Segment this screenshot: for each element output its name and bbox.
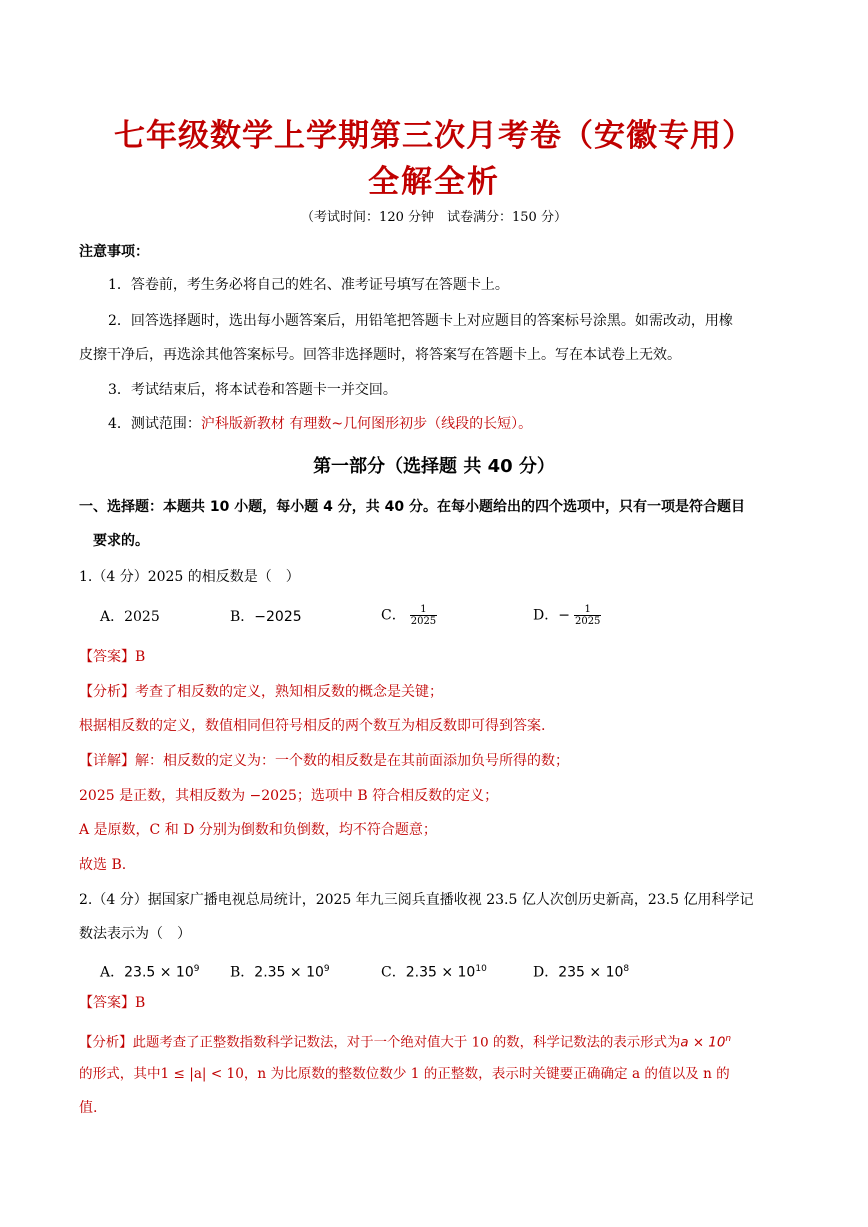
page-subtitle: 全解全析 <box>368 164 500 200</box>
q1-option-a: A．2025 <box>100 609 160 625</box>
q1-detail <box>79 750 569 772</box>
q2-option-d <box>533 958 629 984</box>
q2-option-d-base: 235 × 10 <box>558 964 624 981</box>
q1-option-c-fraction <box>410 604 437 627</box>
q2-option-c-label: C． <box>381 964 406 981</box>
notes-item-4-scope: 沪科版新教材 有理数~几何图形初步（线段的长短）。 <box>200 416 533 432</box>
q1-analysis <box>79 681 443 703</box>
q1-answer: 【答案】B <box>79 649 146 665</box>
q2-option-a-base: 23.5 × 10 <box>124 964 194 981</box>
q2-option-c-base: 2.35 × 10 <box>405 964 476 981</box>
q2-option-d-exponent: 8 <box>623 964 630 974</box>
q2-option-b-exponent: 9 <box>323 964 330 974</box>
question-1-stem: 1.（4 分）2025 的相反数是（ ） <box>79 569 300 585</box>
fraction-denominator: 2025 <box>410 616 437 627</box>
q2-analysis-line3: 值. <box>79 1100 98 1116</box>
q1-detail-line2: 2025 是正数，其相反数为 −2025；选项中 B 符合相反数的定义； <box>79 788 499 804</box>
q2-option-d-label: D． <box>533 964 559 981</box>
fraction-numerator: 1 <box>574 604 601 616</box>
q1-analysis-line2: 根据相反数的定义，数值相同但符号相反的两个数互为相反数即可得到答案. <box>79 718 546 734</box>
exam-info: （考试时间：120 分钟 试卷满分：150 分） <box>301 210 567 225</box>
q1-option-c-label: C． <box>381 607 406 624</box>
section-instruction-line2: 要求的。 <box>93 533 149 549</box>
question-2-stem-line2: 数法表示为（ ） <box>79 926 191 942</box>
q1-detail-text: 解：相反数的定义为：一个数的相反数是在其前面添加负号所得的数； <box>135 753 569 769</box>
q2-option-c <box>381 958 487 984</box>
q2-option-a-label: A． <box>100 964 125 981</box>
notes-item-4 <box>108 413 532 435</box>
q2-option-a-exponent: 9 <box>193 964 200 974</box>
q1-analysis-tag: 【分析】 <box>79 684 135 700</box>
question-2-stem-line1: 2.（4 分）据国家广播电视总局统计，2025 年九三阅兵直播收视 23.5 亿人次创历史新高，23.5 亿用科学记 <box>79 892 754 908</box>
section-title: 第一部分（选择题 共 40 分） <box>313 456 555 477</box>
q1-option-d-sign: − <box>558 607 570 624</box>
notes-item-2-line2: 皮擦干净后，再选涂其他答案标号。回答非选择题时，将答案写在答题卡上。写在本试卷上无效。 <box>79 347 681 363</box>
fraction-denominator: 2025 <box>574 616 601 627</box>
q1-detail-line3: A 是原数，C 和 D 分别为倒数和负倒数，均不符合题意； <box>79 822 437 838</box>
q1-option-d-fraction <box>574 604 601 627</box>
q2-answer: 【答案】B <box>79 995 146 1011</box>
q2-analysis-exponent: n <box>725 1034 732 1044</box>
q1-detail-tag: 【详解】 <box>79 753 135 769</box>
q1-option-d-label: D． <box>533 607 559 624</box>
q1-option-b-label: B． <box>230 609 255 625</box>
notes-item-1: 1．答卷前，考生务必将自己的姓名、准考证号填写在答题卡上。 <box>108 277 509 293</box>
fraction-numerator: 1 <box>410 604 437 616</box>
q2-option-b-label: B． <box>230 964 255 981</box>
q2-analysis-text: 此题考查了正整数指数科学记数法，对于一个绝对值大于 10 的数，科学记数法的表示形式为 <box>132 1035 681 1051</box>
q1-option-b-value: −2025 <box>254 609 302 625</box>
q2-analysis-math: a × 10 <box>680 1035 726 1051</box>
q1-detail-line4: 故选 B. <box>79 857 127 873</box>
q2-option-b <box>230 958 330 984</box>
q2-analysis-line2: 的形式，其中1 ≤ |a| < 10，n 为比原数的整数位数少 1 的正整数，表示时关键要正确确定 a 的值以及 n 的 <box>79 1066 730 1082</box>
q2-option-a <box>100 958 199 984</box>
section-instruction-line1: 一、选择题：本题共 10 小题，每小题 4 分，共 40 分。在每小题给出的四个选项中，只有一项是符合题目 <box>79 499 745 515</box>
notes-item-2-line1: 2．回答选择题时，选出每小题答案后，用铅笔把答题卡上对应题目的答案标号涂黑。如需改动，用橡 <box>108 313 733 329</box>
q1-option-c <box>381 604 437 627</box>
q1-option-d <box>533 604 601 627</box>
notes-item-4-prefix: 4．测试范围： <box>108 416 201 432</box>
q2-analysis-line1 <box>79 1028 731 1054</box>
q1-option-b <box>230 606 302 628</box>
q2-option-c-exponent: 10 <box>475 964 487 974</box>
q1-analysis-text: 考查了相反数的定义，熟知相反数的概念是关键； <box>135 684 443 700</box>
notes-heading: 注意事项： <box>79 244 149 260</box>
q2-option-b-base: 2.35 × 10 <box>254 964 324 981</box>
q2-analysis-tag: 【分析】 <box>79 1035 133 1051</box>
notes-item-3: 3．考试结束后，将本试卷和答题卡一并交回。 <box>108 382 397 398</box>
page-title: 七年级数学上学期第三次月考卷（安徽专用） <box>114 118 754 154</box>
